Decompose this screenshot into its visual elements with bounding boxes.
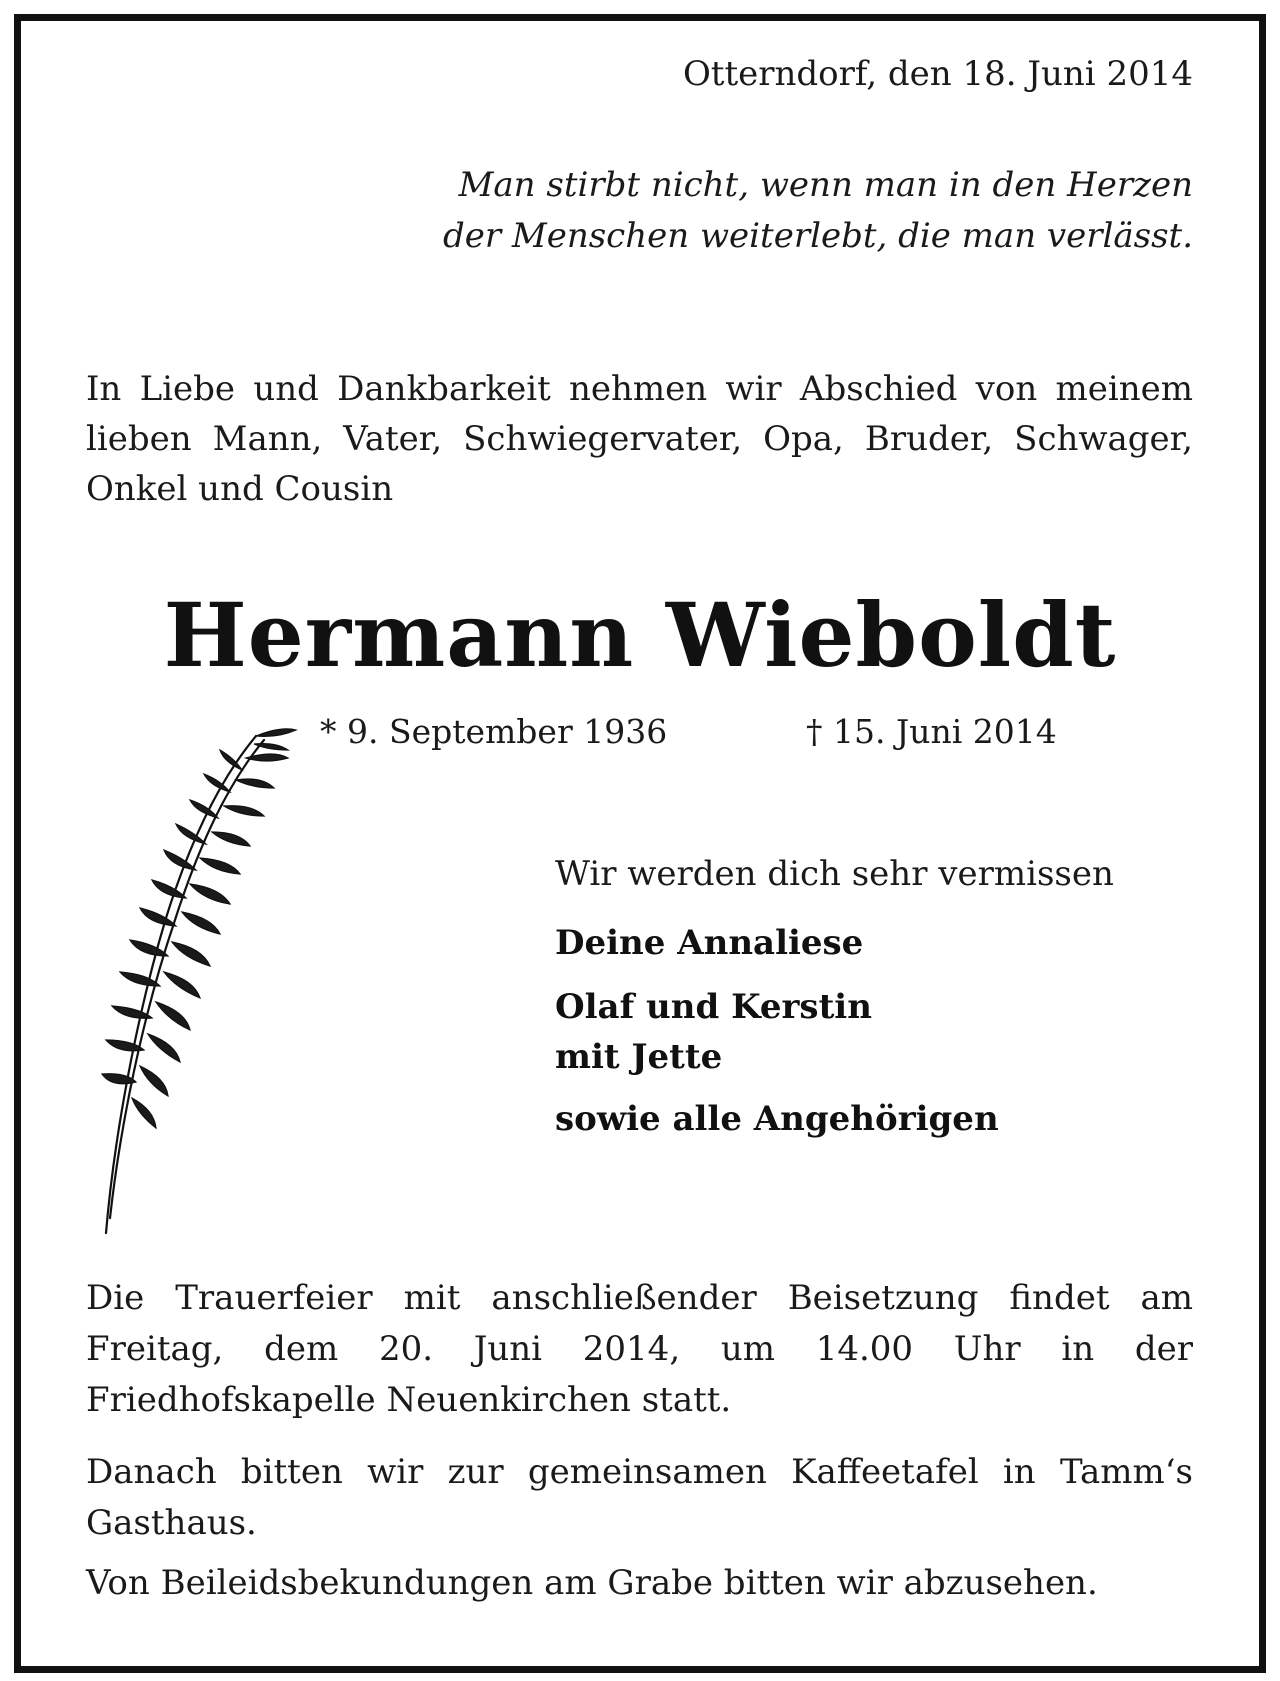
signature-annaliese: Deine Annaliese	[555, 923, 864, 963]
intro-text: In Liebe und Dankbarkeit nehmen wir Abschied von meinem lieben Mann, Vater, Schwiegervater, Opa, Bruder, Schwager, Onkel und Cousin	[86, 369, 1193, 509]
birth-date: * 9. September 1936	[320, 712, 668, 751]
signature-olaf-kerstin: Olaf und Kerstin	[555, 987, 872, 1027]
place-date: Otterndorf, den 18. Juni 2014	[682, 54, 1193, 94]
motto-line-2: der Menschen weiterlebt, die man verlässt.	[442, 216, 1193, 256]
funeral-info: Die Trauerfeier mit anschließender Beisetzung findet am Freitag, dem 20. Juni 2014, um 14.00 Uhr in der Friedhofskapelle Neuenkirchen statt.	[86, 1278, 1193, 1420]
death-date: † 15. Juni 2014	[806, 712, 1057, 751]
signature-jette: mit Jette	[555, 1037, 723, 1077]
motto	[80, 160, 1193, 262]
grass-stalk-icon	[96, 718, 306, 1238]
farewell-line: Wir werden dich sehr vermissen	[555, 854, 1114, 894]
signature-relatives: sowie alle Angehörigen	[555, 1099, 999, 1139]
coffee-info: Danach bitten wir zur gemeinsamen Kaffeetafel in Tamm‘s Gasthaus.	[86, 1452, 1193, 1543]
condolences-note: Von Beileidsbekundungen am Grabe bitten wir abzusehen.	[86, 1563, 1098, 1603]
deceased-name: Hermann Wieboldt	[163, 583, 1117, 687]
motto-line-1: Man stirbt nicht, wenn man in den Herzen	[458, 165, 1193, 205]
